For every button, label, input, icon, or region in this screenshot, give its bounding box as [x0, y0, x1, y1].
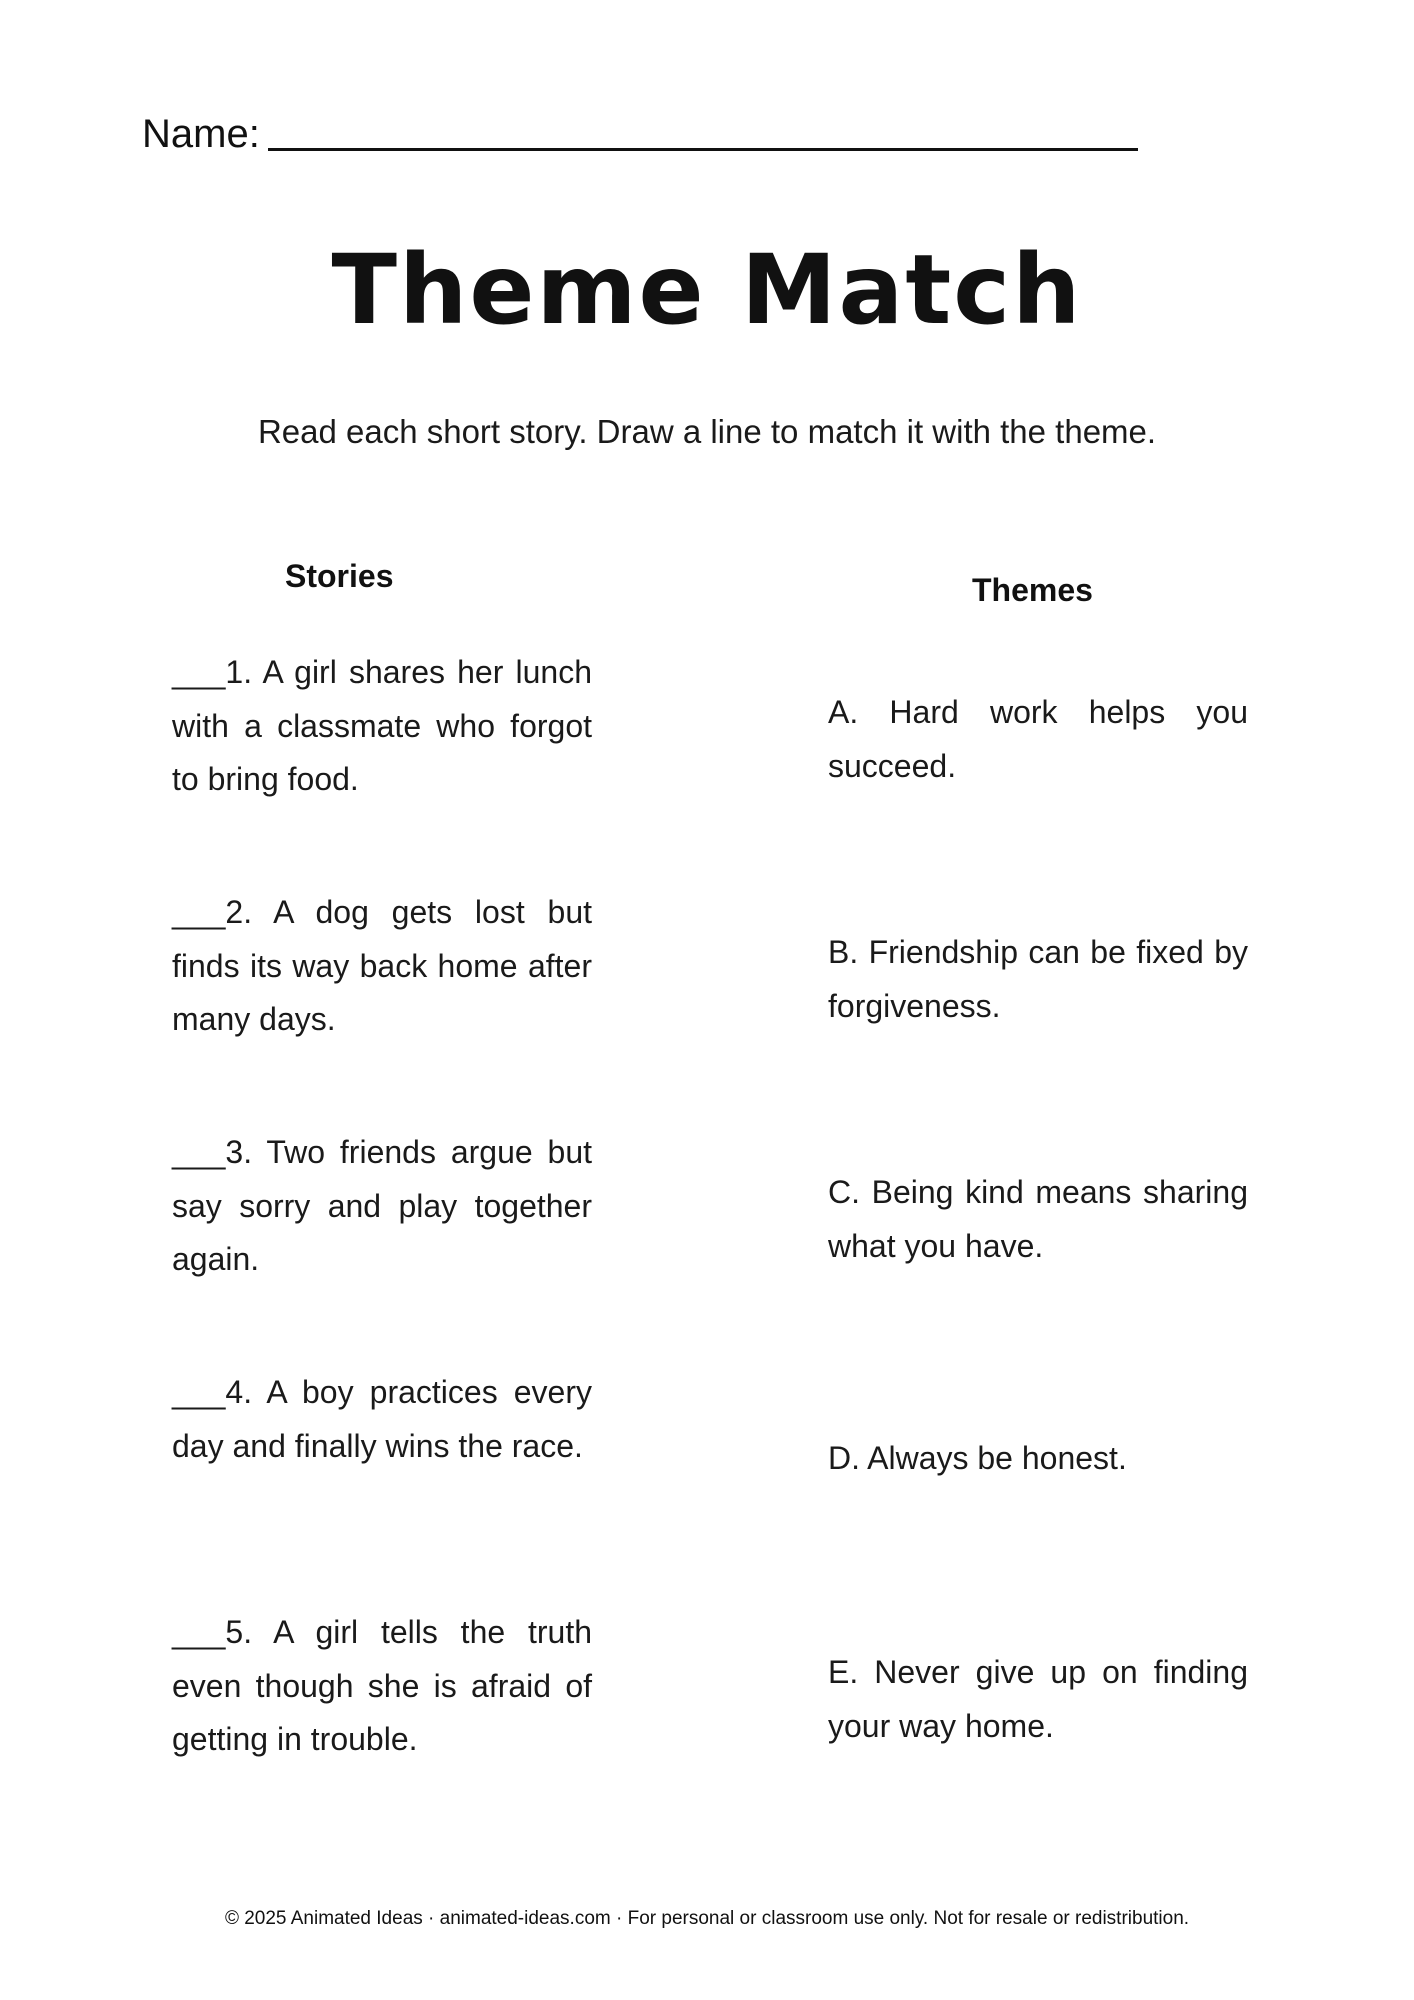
theme-item: D. Always be honest. — [828, 1440, 1127, 1476]
story-item: ___5. A girl tells the truth even though she is afraid of getting in trouble. — [172, 1614, 592, 1757]
story-item: ___3. Two friends argue but say sorry and play together again. — [172, 1134, 592, 1277]
instructions: Read each short story. Draw a line to match it with the theme. — [257, 413, 1157, 450]
name-blank-line[interactable] — [268, 118, 1138, 151]
story-item: ___4. A boy practices every day and finally wins the race. — [172, 1374, 592, 1464]
story-item: ___1. A girl shares her lunch with a classmate who forgot to bring food. — [172, 654, 592, 797]
copyright-footer: © 2025 Animated Ideas · animated-ideas.com · For personal or classroom use only. Not for resale or redistribution. — [224, 1908, 1190, 1929]
theme-item: A. Hard work helps you succeed. — [828, 694, 1248, 784]
name-field — [142, 112, 1138, 157]
page-title: Theme Match — [331, 234, 1083, 346]
stories-heading: Stories — [285, 558, 394, 594]
theme-item: E. Never give up on finding your way home. — [828, 1654, 1248, 1744]
story-item: ___2. A dog gets lost but finds its way back home after many days. — [172, 894, 592, 1037]
name-label: Name: — [142, 112, 260, 156]
theme-item: B. Friendship can be fixed by forgiveness. — [828, 934, 1248, 1024]
theme-item: C. Being kind means sharing what you have. — [828, 1174, 1248, 1264]
themes-heading: Themes — [972, 572, 1093, 608]
